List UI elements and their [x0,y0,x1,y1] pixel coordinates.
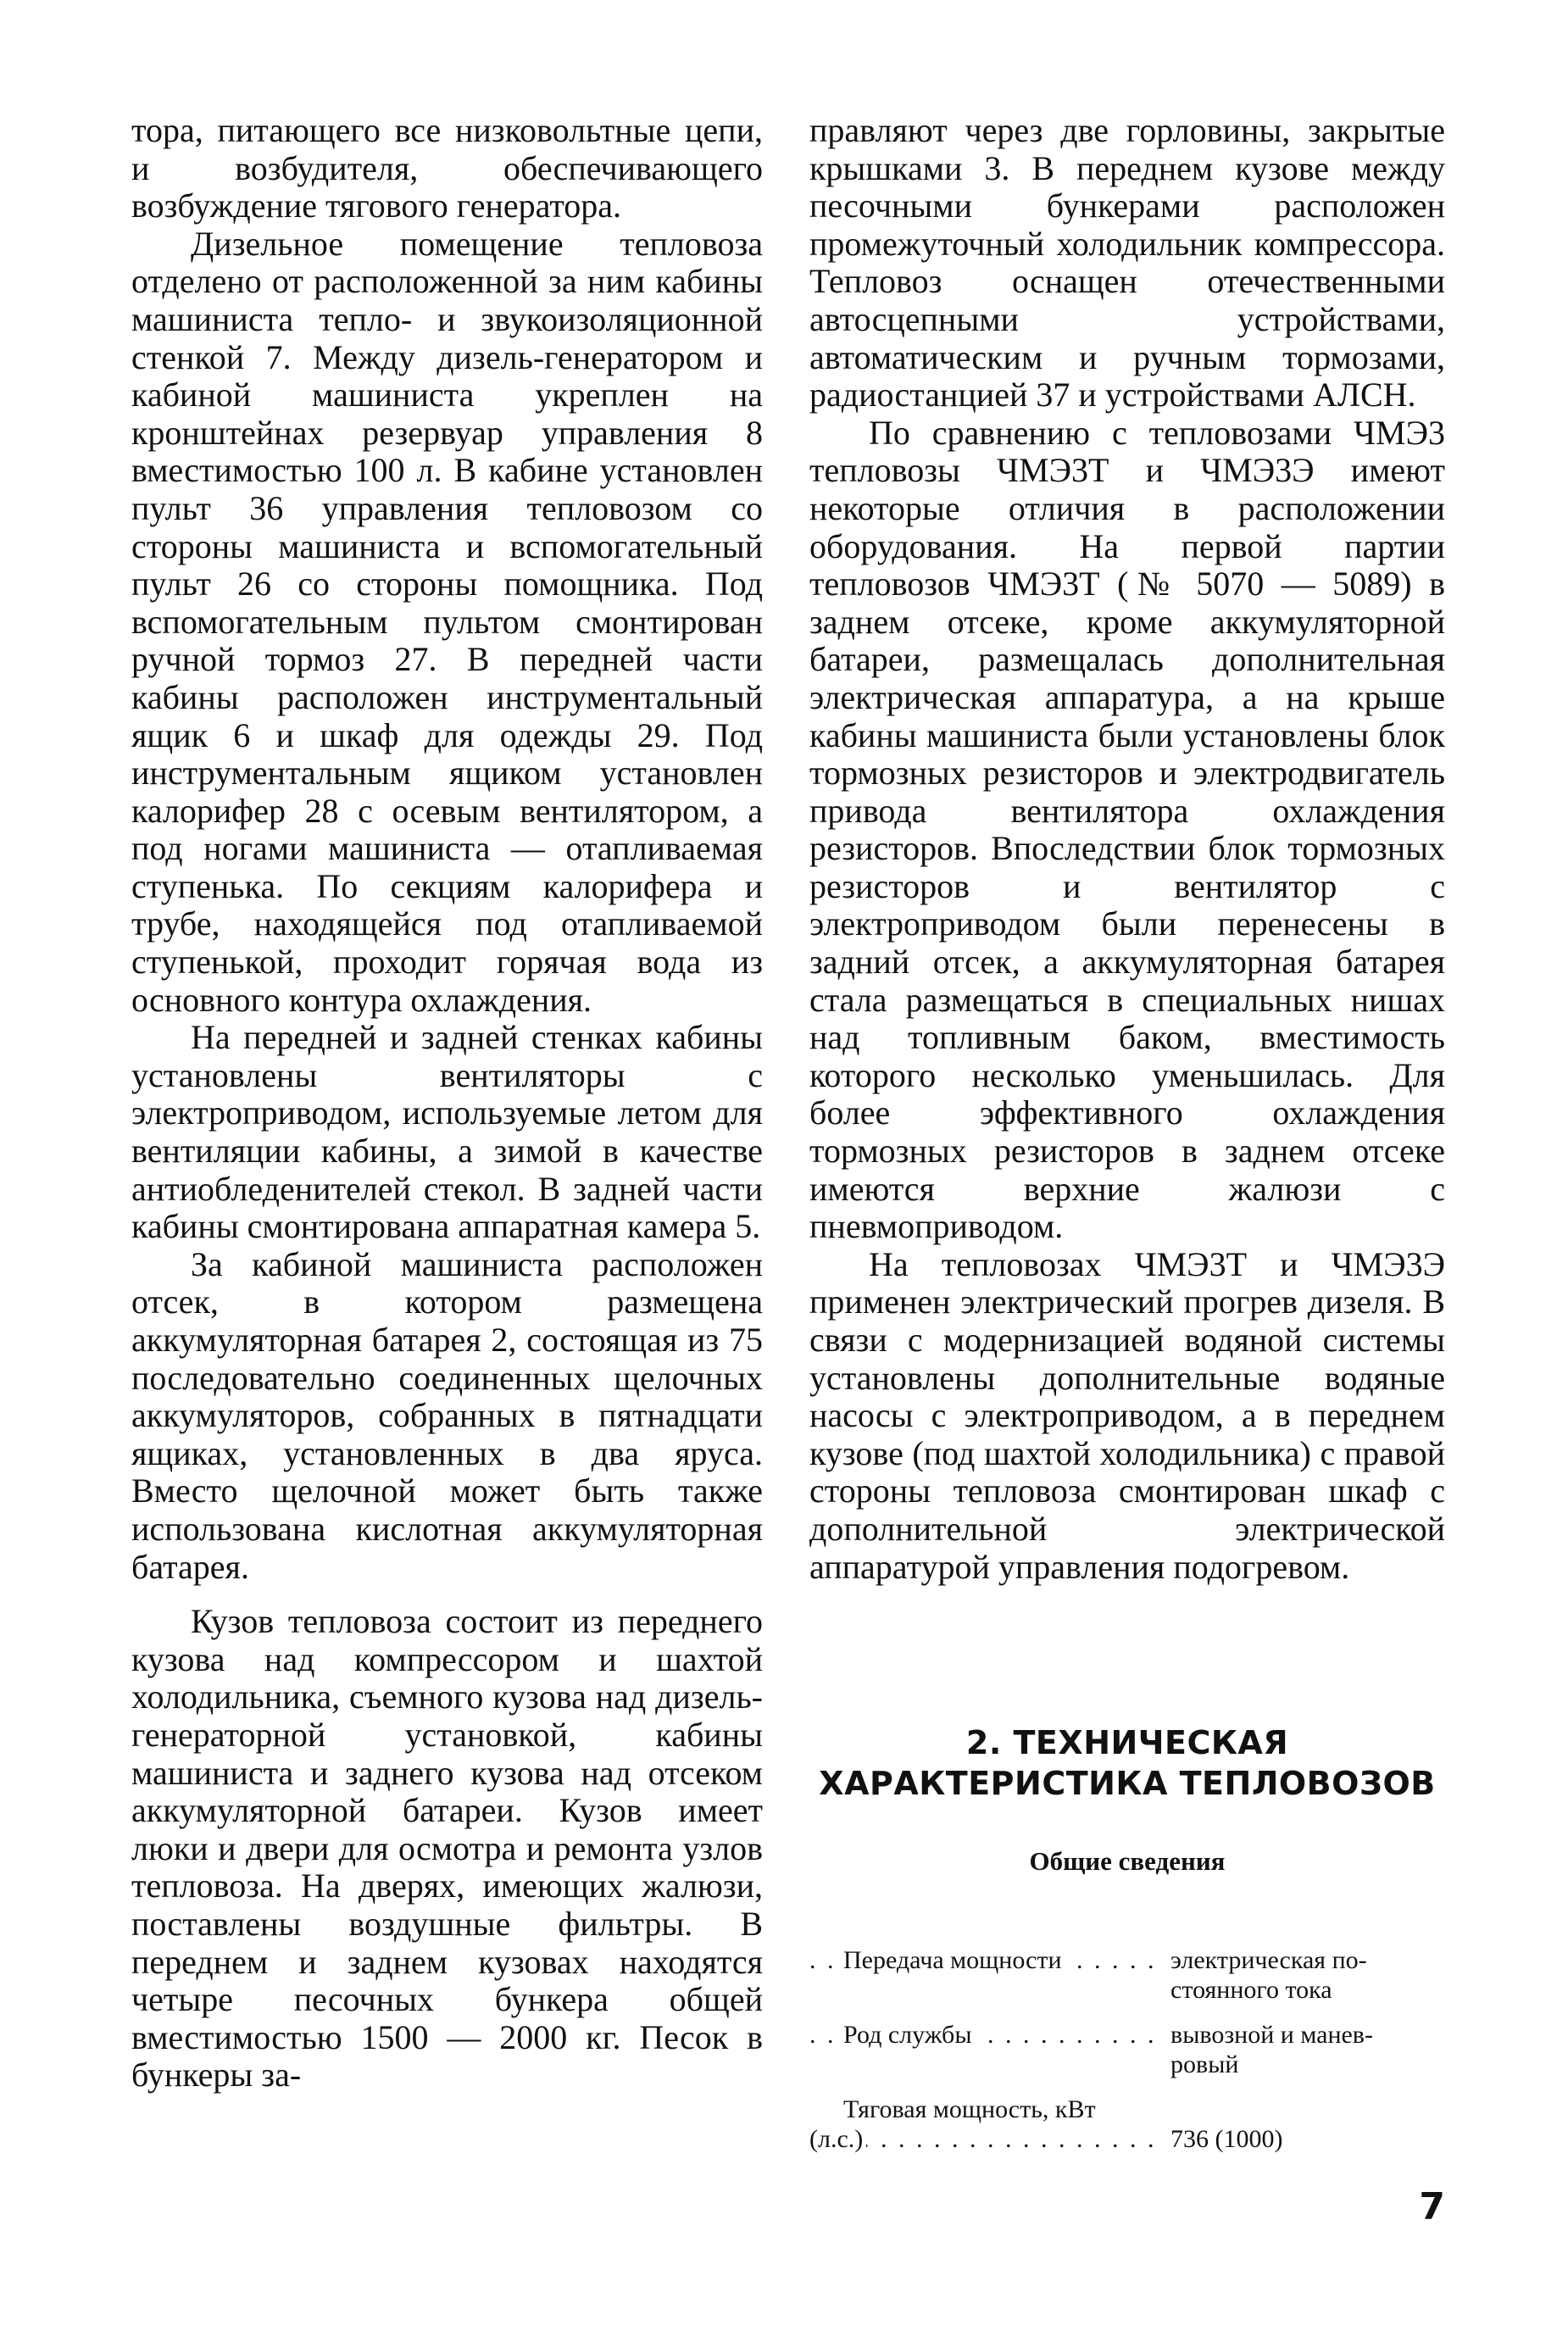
paragraph: На тепловозах ЧМЭ3Т и ЧМЭ3Э применен электрический прогрев дизеля. В связи с модернизацией водяной системы установлены дополнительные водяные насосы с электроприводом, а в переднем кузове (под шахтой холодильника) с правой стороны тепловоза смонтирован шкаф с дополнительной электрической аппаратурой управления подогревом. [809,1244,1445,1586]
spec-table [809,1945,1437,2169]
spec-label: Род службы [843,2021,975,2049]
paragraph: На передней и задней стенках кабины установлены вентиляторы с электроприводом, используемые летом для вентиляции кабины, а зимой в качестве антиобледенителей стекол. В задней части кабины смонтирована аппаратная камера 5. [131,1018,763,1246]
paragraph: Кузов тепловоза состоит из переднего кузова над компрессором и шахтой холодильника, съемного кузова над дизель-генераторной установкой, кабины машиниста и заднего кузова над отсеком аккумуляторной батареи. Кузов имеет люки и двери для осмотра и ремонта узлов тепловоза. На дверях, имеющих жалюзи, поставлены воздушные фильтры. В переднем и заднем кузовах находятся четыре песочных бункера общей вместимостью 1500 — 2000 кг. Песок в бункеры за- [131,1602,763,2095]
section-subheading: Общие сведения [1029,1846,1226,1876]
spec-label: Передача мощности [843,1946,1065,1974]
page-number: 7 [1419,2185,1445,2228]
spec-value: стоянного тока [1170,1976,1332,2004]
spec-value: вывозной и манев- [1170,2021,1373,2049]
paragraph: тора, питающего все низковольтные цепи, и возбудителя, обеспечивающего возбуждение тягового генератора. [131,111,763,225]
spec-label: Тяговая мощность, кВт [843,2095,1096,2123]
paragraph: За кабиной машиниста расположен отсек, в котором размещена аккумуляторная батарея 2, состоящая из 75 последовательно соединенных щелочных аккумуляторов, собранных в пятнадцати ящиках, установленных в два яруса. Вместо щелочной может быть также использована кислотная аккумуляторная батарея. [131,1244,763,1586]
section-heading-line: 2. ТЕХНИЧЕСКАЯ [965,1724,1289,1761]
section-heading-line: ХАРАКТЕРИСТИКА ТЕПЛОВОЗОВ [819,1765,1436,1802]
paragraph: По сравнению с тепловозами ЧМЭ3 тепловозы ЧМЭ3Т и ЧМЭ3Э имеют некоторые отличия в расположении оборудования. На первой партии тепловозов ЧМЭ3Т (№ 5070 — 5089) в заднем отсеке, кроме аккумуляторной батареи, размещалась дополнительная электрическая аппаратура, а на крыше кабины машиниста были установлены блок тормозных резисторов и электродвигатель привода вентилятора охлаждения резисторов. Впоследствии блок тормозных резисторов и вентилятор с электроприводом были перенесены в задний отсек, а аккумуляторная батарея стала размещаться в специальных нишах над топливным баком, вместимость которого несколько уменьшилась. Для более эффективного охлаждения тормозных резисторов в заднем отсеке имеются верхние жалюзи с пневмоприводом. [809,413,1445,1246]
spec-row [809,2095,1437,2154]
left-text-column [131,112,763,2095]
spec-row [809,1945,1437,2005]
spec-value: электрическая по- [1170,1946,1367,1974]
spec-label: (л.с.) [809,2125,866,2153]
right-text-column [809,112,1445,1586]
section-heading [809,1722,1445,1804]
paragraph: правляют через две горловины, закрытые крышками 3. В переднем кузове между песочными бункерами расположен промежуточный холодильник компрессора. Тепловоз оснащен отечественными автосцепными устройствами, автоматическим и ручным тормозами, радиостанцией 37 и устройствами АЛСН. [809,111,1445,414]
spec-value: ровый [1170,2050,1239,2078]
paragraph: Дизельное помещение тепловоза отделено от расположенной за ним кабины машиниста тепло- и звукоизоляционной стенкой 7. Между дизель-генератором и кабиной машиниста укреплен на кронштейнах резервуар управления 8 вместимостью 100 л. В кабине установлен пульт 36 управления тепловозом со стороны машиниста и вспомогательный пульт 26 со стороны помощника. Под вспомогательным пультом смонтирован ручной тормоз 27. В передней части кабины расположен инструментальный ящик 6 и шкаф для одежды 29. Под инструментальным ящиком установлен калорифер 28 с осевым вентилятором, а под ногами машиниста — отапливаемая ступенька. По секциям калорифера и трубе, находящейся под отапливаемой ступенькой, проходит горячая вода из основного контура охлаждения. [131,224,763,1019]
spec-row [809,2020,1437,2079]
spec-value: 736 (1000) [1170,2125,1283,2153]
